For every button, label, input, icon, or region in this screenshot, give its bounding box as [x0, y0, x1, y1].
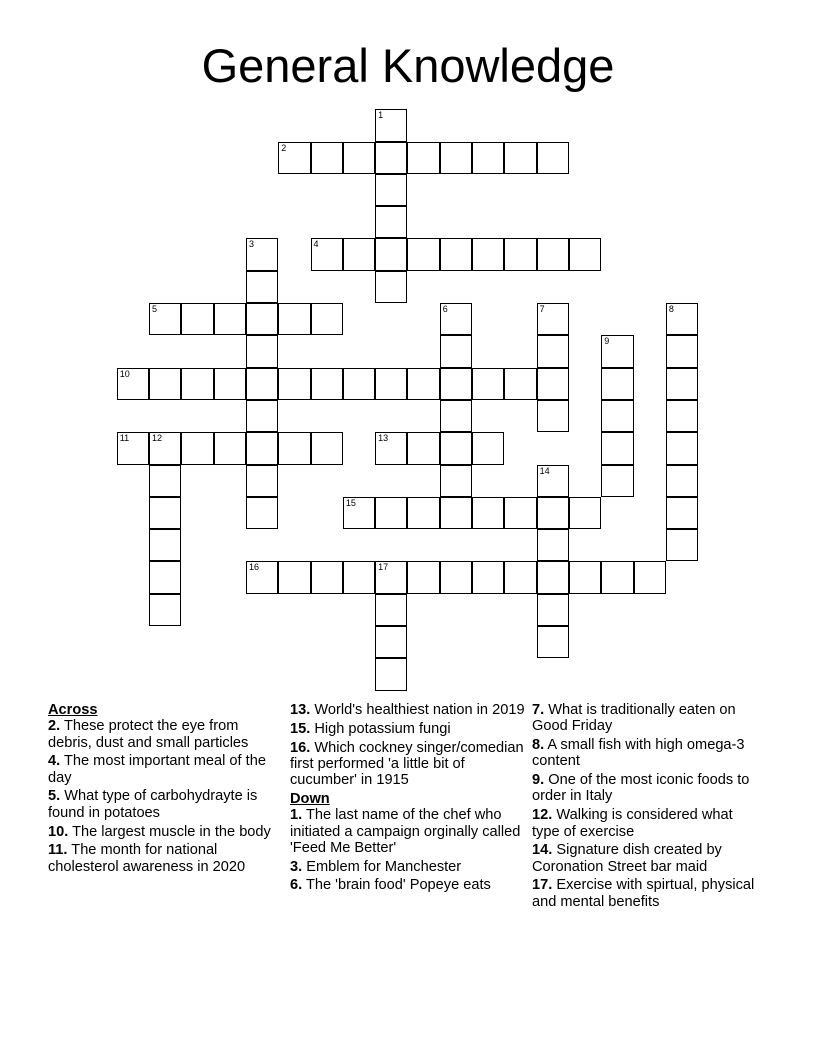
clue-text: These protect the eye from debris, dust and small particles [48, 718, 249, 751]
grid-cell[interactable] [666, 303, 698, 335]
grid-cell[interactable] [537, 594, 569, 626]
clue-number-label: 14. [532, 842, 553, 859]
clue-text: One of the most iconic foods to order in Italy [532, 772, 750, 805]
clue-text: High potassium fungi [314, 720, 451, 737]
clue-number: 8 [668, 304, 674, 315]
across-clue [290, 740, 525, 789]
clue-text: Walking is considered what type of exercise [532, 807, 733, 840]
grid-cell[interactable] [537, 303, 569, 335]
grid-cell[interactable] [278, 368, 310, 400]
grid-cell[interactable] [149, 303, 181, 335]
clue-number-label: 17. [532, 877, 553, 894]
down-clues-1 [290, 807, 525, 893]
grid-cell[interactable] [375, 271, 407, 303]
grid-cell[interactable] [504, 142, 536, 174]
grid-cell[interactable] [666, 497, 698, 529]
clue-number-label: 2. [48, 718, 61, 735]
grid-cell[interactable] [537, 400, 569, 432]
grid-cell[interactable] [537, 561, 569, 593]
grid-cell[interactable] [504, 561, 536, 593]
grid-cell[interactable] [278, 142, 310, 174]
clue-number: 4 [313, 239, 319, 250]
grid-cell[interactable] [537, 465, 569, 497]
grid-cell[interactable] [375, 561, 407, 593]
grid-cell[interactable] [149, 594, 181, 626]
grid-cell[interactable] [666, 400, 698, 432]
grid-cell[interactable] [504, 368, 536, 400]
clue-text: World's healthiest nation in 2019 [314, 702, 525, 718]
grid-cell[interactable] [601, 368, 633, 400]
grid-cell[interactable] [246, 465, 278, 497]
clue-number: 9 [604, 336, 610, 347]
grid-cell[interactable] [440, 335, 472, 367]
down-clue [532, 772, 762, 805]
grid-cell[interactable] [666, 529, 698, 561]
grid-cell[interactable] [666, 335, 698, 367]
grid-cell[interactable] [375, 594, 407, 626]
clue-text: Which cockney singer/comedian first performed 'a little bit of cucumber' in 1915 [290, 739, 524, 789]
grid-cell[interactable] [117, 368, 149, 400]
clue-number: 16 [248, 562, 259, 573]
down-clue [532, 737, 762, 770]
grid-cell[interactable] [246, 400, 278, 432]
clue-text: The month for national cholesterol awareness in 2020 [48, 842, 246, 875]
grid-cell[interactable] [246, 432, 278, 464]
clue-number-label: 7. [532, 702, 545, 718]
down-clue [532, 842, 762, 875]
grid-cell[interactable] [278, 303, 310, 335]
grid-cell[interactable] [472, 368, 504, 400]
grid-cell[interactable] [311, 432, 343, 464]
grid-cell[interactable] [440, 142, 472, 174]
grid-cell[interactable] [537, 626, 569, 658]
clue-text: What is traditionally eaten on Good Friday [532, 702, 736, 735]
grid-cell[interactable] [375, 206, 407, 238]
clue-number: 17 [378, 562, 389, 573]
clues-column-1 [48, 702, 283, 877]
grid-cell[interactable] [343, 497, 375, 529]
grid-cell[interactable] [375, 142, 407, 174]
grid-cell[interactable] [601, 335, 633, 367]
grid-cell[interactable] [537, 142, 569, 174]
grid-cell[interactable] [375, 658, 407, 690]
grid-cell[interactable] [343, 142, 375, 174]
down-clue [290, 877, 525, 893]
grid-cell[interactable] [149, 368, 181, 400]
grid-cell[interactable] [375, 174, 407, 206]
grid-cell[interactable] [311, 238, 343, 270]
down-heading: Down [290, 790, 330, 807]
grid-cell[interactable] [601, 400, 633, 432]
clue-number-label: 6. [290, 877, 303, 894]
across-clue [48, 788, 283, 821]
grid-cell[interactable] [407, 368, 439, 400]
clue-number-label: 16. [290, 739, 311, 756]
grid-cell[interactable] [214, 432, 246, 464]
clue-text: The last name of the chef who initiated a campaign orginally called 'Feed Me Better' [290, 807, 521, 856]
clue-number: 13 [378, 433, 389, 444]
grid-cell[interactable] [440, 368, 472, 400]
grid-cell[interactable] [375, 238, 407, 270]
clue-text: Emblem for Manchester [306, 858, 462, 875]
across-clue [48, 842, 283, 875]
across-clue [48, 718, 283, 751]
across-clue [290, 702, 525, 718]
clue-number-label: 13. [290, 702, 311, 718]
down-clue [290, 859, 525, 875]
clue-text: Signature dish created by Coronation Street bar maid [532, 842, 722, 875]
down-clue [532, 807, 762, 840]
grid-cell[interactable] [246, 561, 278, 593]
grid-cell[interactable] [278, 561, 310, 593]
grid-cell[interactable] [537, 238, 569, 270]
clue-number: 10 [119, 368, 130, 379]
grid-cell[interactable] [472, 432, 504, 464]
clue-text: Exercise with spirtual, physical and mental benefits [532, 877, 755, 910]
clue-number: 11 [119, 433, 130, 444]
grid-cell[interactable] [311, 142, 343, 174]
grid-cell[interactable] [569, 238, 601, 270]
grid-cell[interactable] [601, 465, 633, 497]
grid-cell[interactable] [375, 497, 407, 529]
across-clue [48, 753, 283, 786]
across-clues-1 [48, 718, 283, 875]
grid-cell[interactable] [149, 432, 181, 464]
grid-cell[interactable] [504, 497, 536, 529]
grid-cell[interactable] [601, 561, 633, 593]
grid-cell[interactable] [407, 497, 439, 529]
clues-column-2 [290, 702, 525, 896]
grid-cell[interactable] [504, 238, 536, 270]
grid-cell[interactable] [375, 432, 407, 464]
grid-cell[interactable] [472, 497, 504, 529]
down-clue [532, 877, 762, 910]
grid-cell[interactable] [601, 432, 633, 464]
grid-cell[interactable] [246, 303, 278, 335]
grid-cell[interactable] [537, 497, 569, 529]
across-heading: Across [48, 702, 98, 718]
clue-text: The largest muscle in the body [72, 823, 271, 840]
grid-cell[interactable] [214, 303, 246, 335]
clue-number: 2 [281, 142, 287, 153]
clue-text: The most important meal of the day [48, 753, 266, 786]
grid-cell[interactable] [149, 465, 181, 497]
grid-cell[interactable] [246, 497, 278, 529]
grid-cell[interactable] [440, 497, 472, 529]
grid-cell[interactable] [311, 368, 343, 400]
grid-cell[interactable] [569, 497, 601, 529]
grid-cell[interactable] [440, 238, 472, 270]
grid-cell[interactable] [149, 497, 181, 529]
grid-cell[interactable] [440, 465, 472, 497]
clue-number: 1 [378, 110, 384, 121]
grid-cell[interactable] [569, 561, 601, 593]
grid-cell[interactable] [634, 561, 666, 593]
grid-cell[interactable] [537, 368, 569, 400]
page-title: General Knowledge [201, 39, 615, 92]
clues-column-3 [532, 702, 762, 913]
clue-number: 12 [152, 433, 163, 444]
grid-cell[interactable] [117, 432, 149, 464]
clue-number-label: 11. [48, 842, 68, 859]
clue-number-label: 8. [532, 737, 545, 754]
grid-cell[interactable] [407, 432, 439, 464]
clue-number: 5 [152, 304, 158, 315]
grid-cell[interactable] [440, 303, 472, 335]
grid-cell[interactable] [343, 561, 375, 593]
down-clue [290, 807, 525, 856]
grid-cell[interactable] [311, 561, 343, 593]
grid-cell[interactable] [343, 368, 375, 400]
clue-text: A small fish with high omega-3 content [532, 737, 745, 770]
down-clue [532, 702, 762, 735]
across-clue [48, 824, 283, 840]
grid-cell[interactable] [375, 626, 407, 658]
grid-cell[interactable] [666, 432, 698, 464]
grid-cell[interactable] [666, 465, 698, 497]
grid-cell[interactable] [440, 400, 472, 432]
grid-cell[interactable] [246, 368, 278, 400]
grid-cell[interactable] [343, 238, 375, 270]
clue-number-label: 1. [290, 807, 303, 824]
clue-number: 7 [539, 304, 545, 315]
grid-cell[interactable] [311, 303, 343, 335]
clue-number: 15 [345, 497, 356, 508]
grid-cell[interactable] [666, 368, 698, 400]
grid-cell[interactable] [246, 271, 278, 303]
grid-cell[interactable] [440, 561, 472, 593]
grid-cell[interactable] [149, 529, 181, 561]
grid-cell[interactable] [407, 561, 439, 593]
down-clues-2 [532, 702, 762, 910]
grid-cell[interactable] [537, 529, 569, 561]
across-clues-2 [290, 702, 525, 788]
clue-number: 14 [539, 465, 550, 476]
grid-cell[interactable] [375, 109, 407, 141]
grid-cell[interactable] [407, 238, 439, 270]
grid-cell[interactable] [278, 432, 310, 464]
grid-cell[interactable] [537, 335, 569, 367]
clue-number-label: 15. [290, 720, 311, 737]
grid-cell[interactable] [472, 142, 504, 174]
clue-number: 3 [248, 239, 254, 250]
clue-number-label: 12. [532, 807, 553, 824]
grid-cell[interactable] [181, 303, 213, 335]
clue-number-label: 9. [532, 772, 545, 789]
clue-text: The 'brain food' Popeye eats [305, 877, 491, 894]
clue-text: What type of carbohydrayte is found in potatoes [48, 788, 258, 821]
clue-number: 6 [442, 304, 448, 315]
grid-cell[interactable] [407, 142, 439, 174]
grid-cell[interactable] [214, 368, 246, 400]
grid-cell[interactable] [472, 238, 504, 270]
grid-cell[interactable] [440, 432, 472, 464]
clue-number-label: 10. [48, 823, 69, 840]
grid-cell[interactable] [375, 368, 407, 400]
grid-cell[interactable] [246, 238, 278, 270]
across-clue [290, 721, 525, 737]
clue-number-label: 5. [48, 788, 61, 805]
clue-number-label: 3. [290, 858, 303, 875]
grid-cell[interactable] [246, 335, 278, 367]
grid-cell[interactable] [181, 368, 213, 400]
grid-cell[interactable] [472, 561, 504, 593]
clue-number-label: 4. [48, 753, 61, 770]
grid-cell[interactable] [149, 561, 181, 593]
grid-cell[interactable] [181, 432, 213, 464]
